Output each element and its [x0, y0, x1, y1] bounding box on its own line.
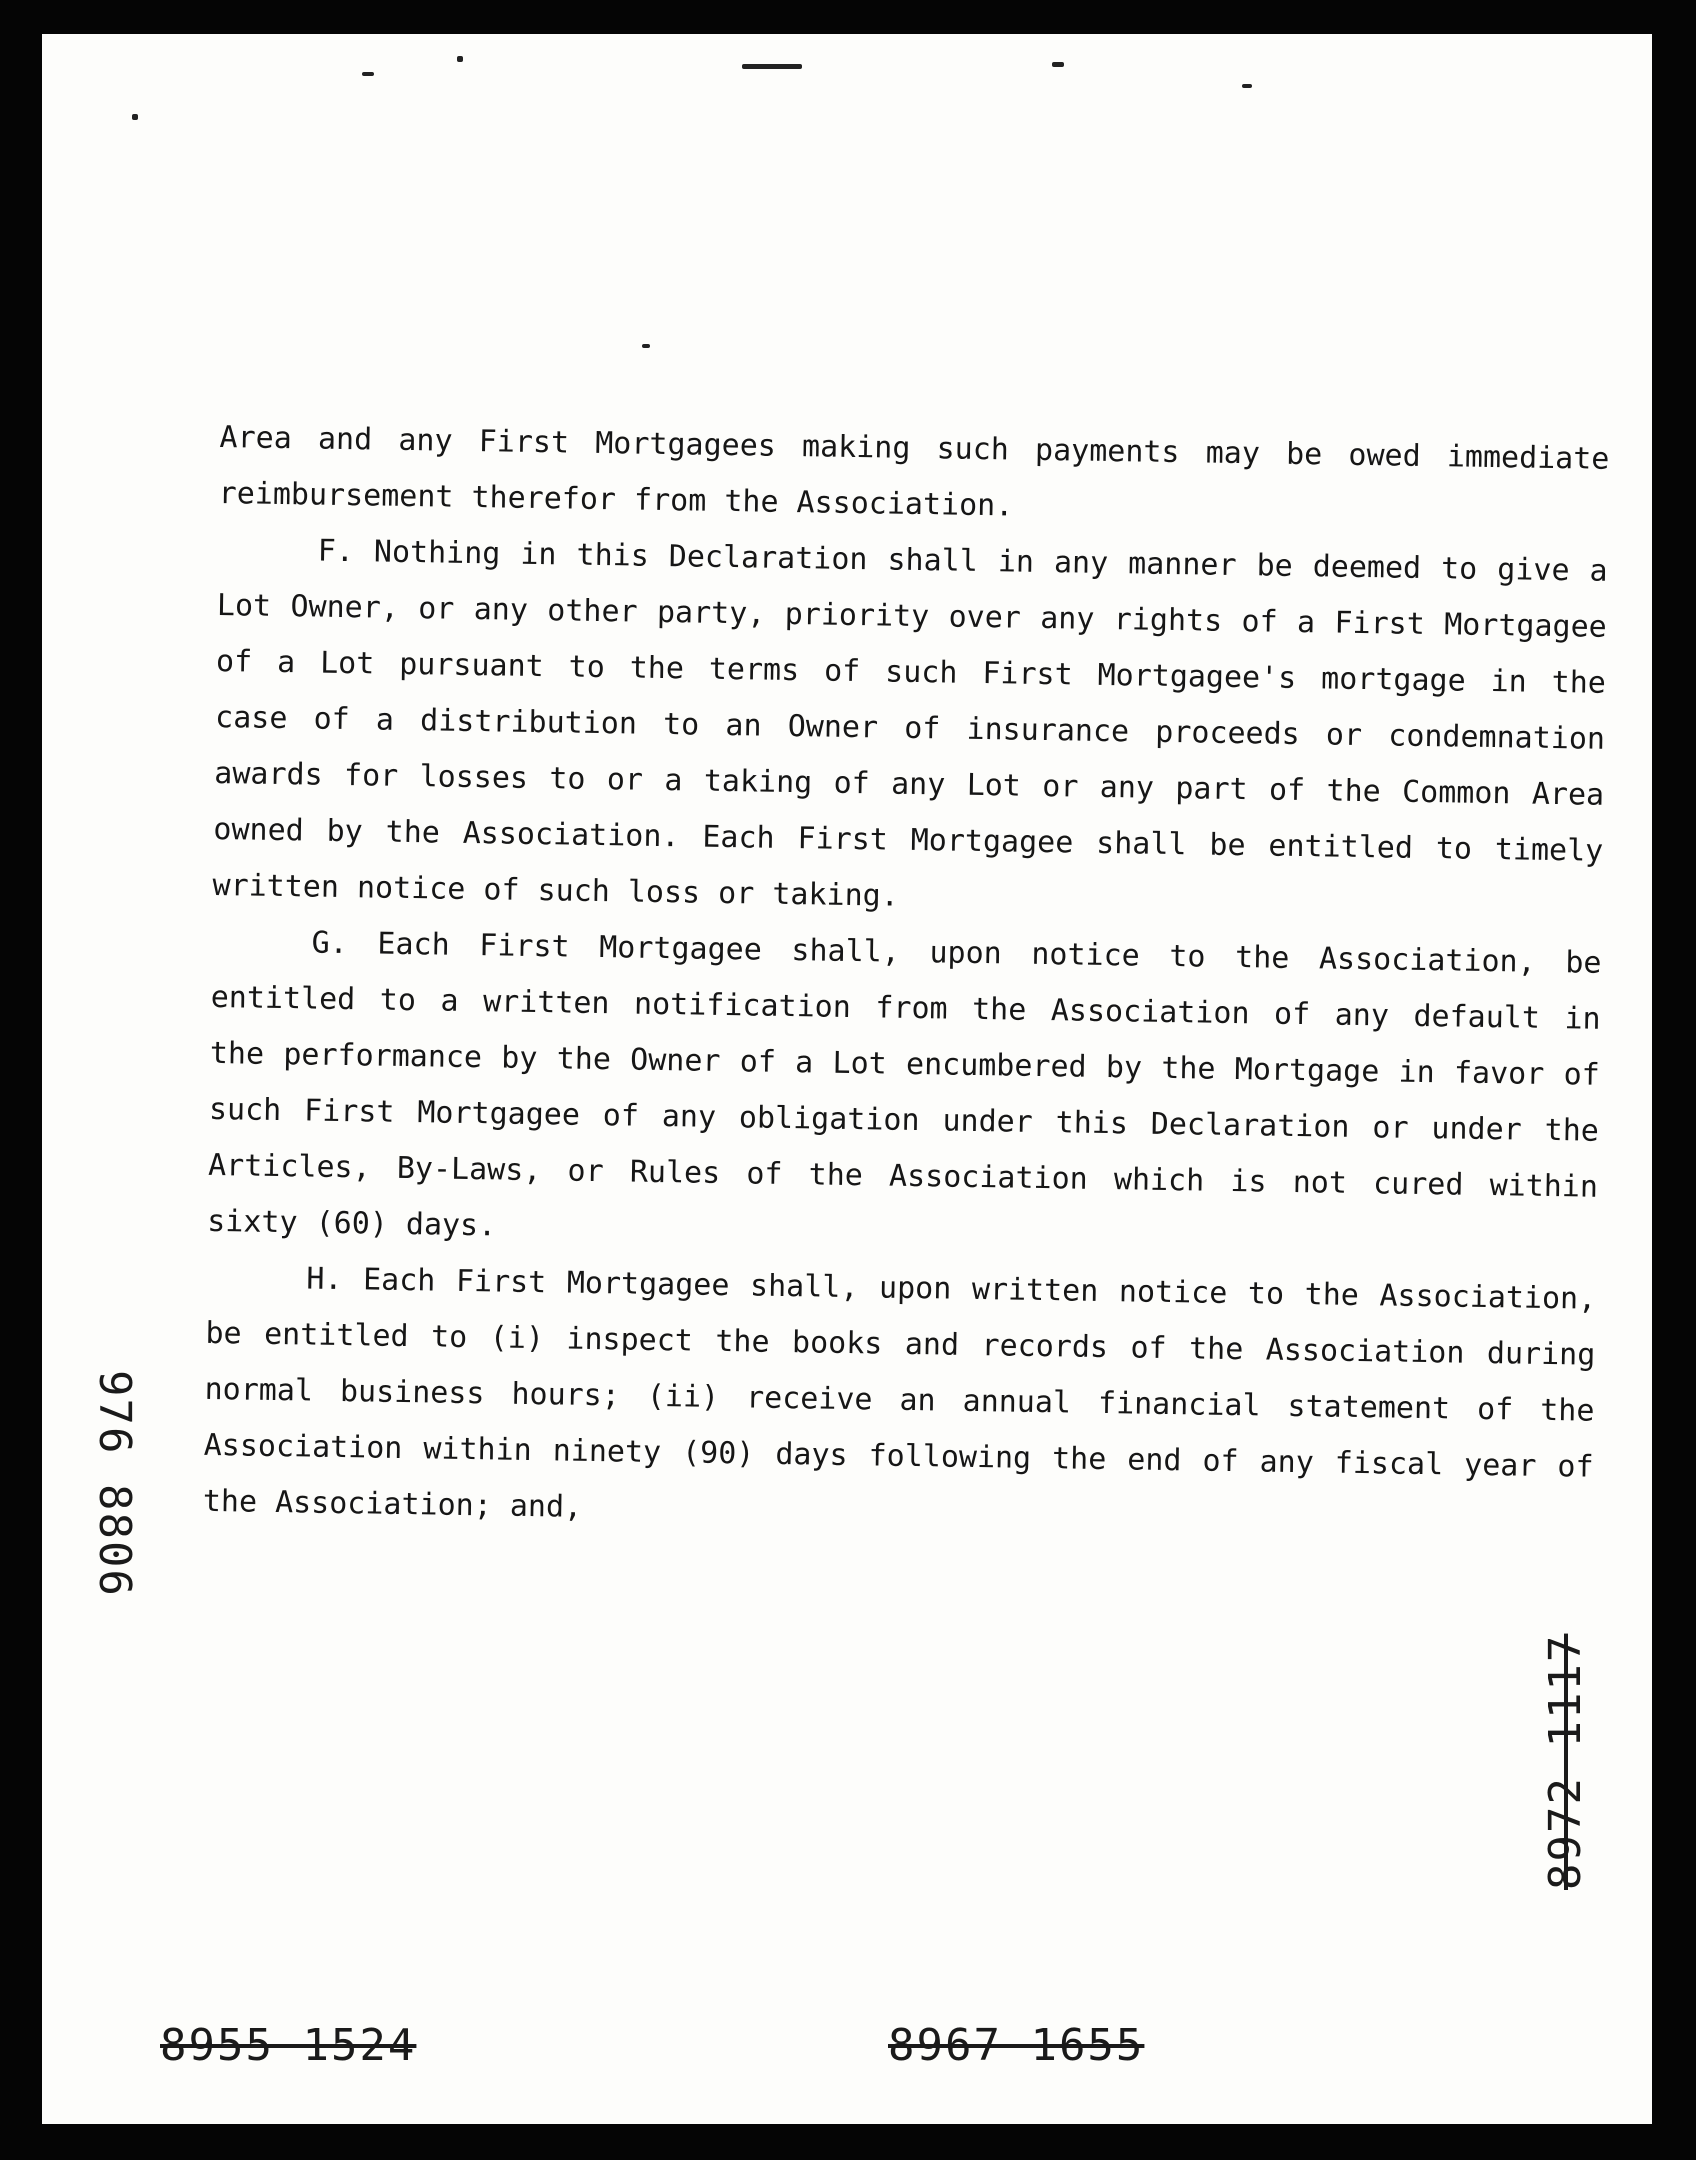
scan-speck [642, 344, 650, 348]
paragraph-section-g: G. Each First Mortgagee shall, upon notice to the Association, be entitled to a written notification from the Association of any default in the performance by the Owner of a Lot encumbered by the Mortgage in favor of such First Mortgagee of any obligation under this Declaration or under the Articles, By-Laws, or Rules of the Association which is not cured within sixty (60) days. [206, 925, 1602, 1244]
scan-speck [132, 114, 138, 120]
scan-speck [457, 56, 463, 62]
scan-speck [1052, 62, 1064, 67]
document-body [202, 410, 1609, 1552]
bottom-right-reference-numbers: 8967 1655 [888, 2020, 1145, 2071]
paragraph-section-h: H. Each First Mortgagee shall, upon written notice to the Association, be entitled to (i) inspect the books and records of the Association during normal business hours; (ii) receive an annual financial statement of the Association within ninety (90) days following the end of any fiscal year of the Association; and, [202, 1261, 1597, 1525]
scan-speck [742, 64, 802, 69]
bottom-left-reference-numbers: 8955 1524 [160, 2020, 417, 2071]
paragraph-section-f: F. Nothing in this Declaration shall in any manner be deemed to give a Lot Owner, or any other party, priority over any rights of a First Mortgagee of a Lot pursuant to the terms of such First Mortgagee's mortgage in the case of a distribution to an Owner of insurance proceeds or condemnation awards for losses to or a taking of any Lot or any part of the Common Area owned by the Association. Each First Mortgagee shall be entitled to timely written notice of such loss or taking. [212, 533, 1608, 914]
right-margin-reference-numbers: 8972 1117 [1540, 1633, 1591, 1890]
scan-speck [1242, 84, 1252, 88]
paragraph-continuation: Area and any First Mortgagees making such payments may be owed immediate reimbursement therefor from the Association. [218, 419, 1610, 524]
left-margin-reference-numbers: 976 8806 [89, 1370, 140, 1598]
scan-speck [362, 72, 374, 76]
